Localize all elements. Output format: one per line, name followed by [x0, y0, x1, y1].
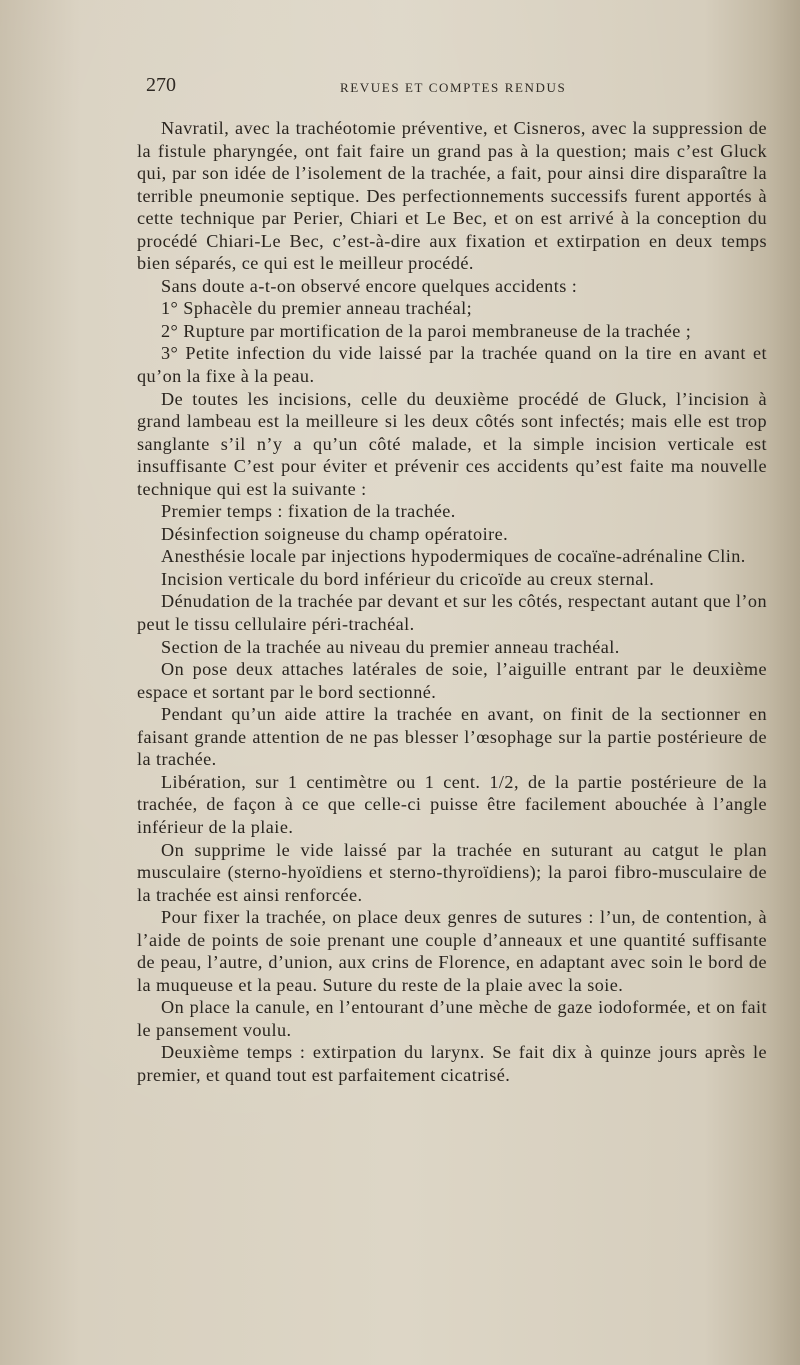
paragraph-accident-2: 2° Rupture par mortification de la paroi membraneuse de la trachée ;	[161, 320, 692, 341]
paragraph-fixation: Pour fixer la trachée, on place deux genres de sutures : l’un, de contention, à l’aide de points de soie prenant une couple d’anneaux et une quantité suffisante de peau, l’autre, d’union, aux crins de Florence, en adaptant avec soin le bord de la muqueuse et la peau. Suture du reste de la plaie avec la soie.	[137, 907, 767, 995]
paragraph-accident-3: 3° Petite infection du vide laissé par la trachée quand on la tire en avant et qu’on la fixe à la peau.	[137, 343, 767, 387]
paragraph-pulling: Pendant qu’un aide attire la trachée en avant, on finit de la sectionner en faisant grande attention de ne pas blesser l’œsophage sur la partie postérieure de la trachée.	[137, 704, 767, 770]
paragraph-incisions: De toutes les incisions, celle du deuxième procédé de Gluck, l’incision à grand lambeau est la meilleure si les deux côtés sont infectés; mais elle est trop sanglante s’il n’y a qu’un côté malade, et la simple incision verticale est insuffisante C’est pour éviter et prévenir ces accidents qu’est faite ma nouvelle technique qui est la suivante :	[137, 388, 767, 499]
body-text	[137, 117, 767, 1087]
paragraph-accident-1: 1° Sphacèle du premier anneau trachéal;	[161, 298, 473, 319]
paragraph-intro: Navratil, avec la trachéotomie préventive, et Cisneros, avec la suppression de la fistule pharyngée, ont fait faire un grand pas à la question; mais c’est Gluck qui, par son idée de l’isolement de la trachée, a fait, pour ainsi dire disparaître la terrible pneumonie septique. Des perfectionnements successifs furent apportés à cette technique par Perier, Chiari et Le Bec, et on est arrivé à la conception du procédé Chiari-Le Bec, c’est-à-dire aux fixation et extirpation en deux temps bien séparés, ce qui est le meilleur procédé.	[137, 118, 767, 274]
paragraph-suturing: On supprime le vide laissé par la trachée en suturant au catgut le plan musculaire (sterno-hyoïdiens et sterno-thyroïdiens); la paroi fibro-musculaire de la trachée est ainsi renforcée.	[137, 839, 767, 905]
paragraph-disinfection: Désinfection soigneuse du champ opératoire.	[161, 523, 509, 544]
paragraph-accidents: Sans doute a-t-on observé encore quelques accidents :	[161, 275, 578, 296]
page-number: 270	[146, 74, 176, 96]
paragraph-liberation: Libération, sur 1 centimètre ou 1 cent. 1/2, de la partie postérieure de la trachée, de façon à ce que celle-ci puisse être facilement abouchée à l’angle inférieur de la plaie.	[137, 771, 767, 837]
paragraph-incision: Incision verticale du bord inférieur du cricoïde au creux sternal.	[161, 568, 655, 589]
paragraph-attaches: On pose deux attaches latérales de soie, l’aiguille entrant par le deuxième espace et sortant par le bord sectionné.	[137, 659, 767, 702]
paragraph-denudation: Dénudation de la trachée par devant et sur les côtés, respectant autant que l’on peut le tissu cellulaire péri-trachéal.	[137, 591, 767, 635]
paragraph-canula: On place la canule, en l’entourant d’une mèche de gaze iodoformée, et on fait le pansement voulu.	[137, 997, 767, 1040]
paragraph-step-two: Deuxième temps : extirpation du larynx. Se fait dix à quinze jours après le premier, et quand tout est parfaitement cicatrisé.	[137, 1042, 767, 1085]
running-head: REVUES ET COMPTES RENDUS	[340, 80, 567, 95]
paragraph-section: Section de la trachée au niveau du premier anneau trachéal.	[161, 636, 620, 657]
paragraph-step-one: Premier temps : fixation de la trachée.	[161, 501, 456, 522]
paragraph-anesthesia: Anesthésie locale par injections hypodermiques de cocaïne-adrénaline Clin.	[161, 546, 746, 567]
page-header	[146, 74, 766, 104]
